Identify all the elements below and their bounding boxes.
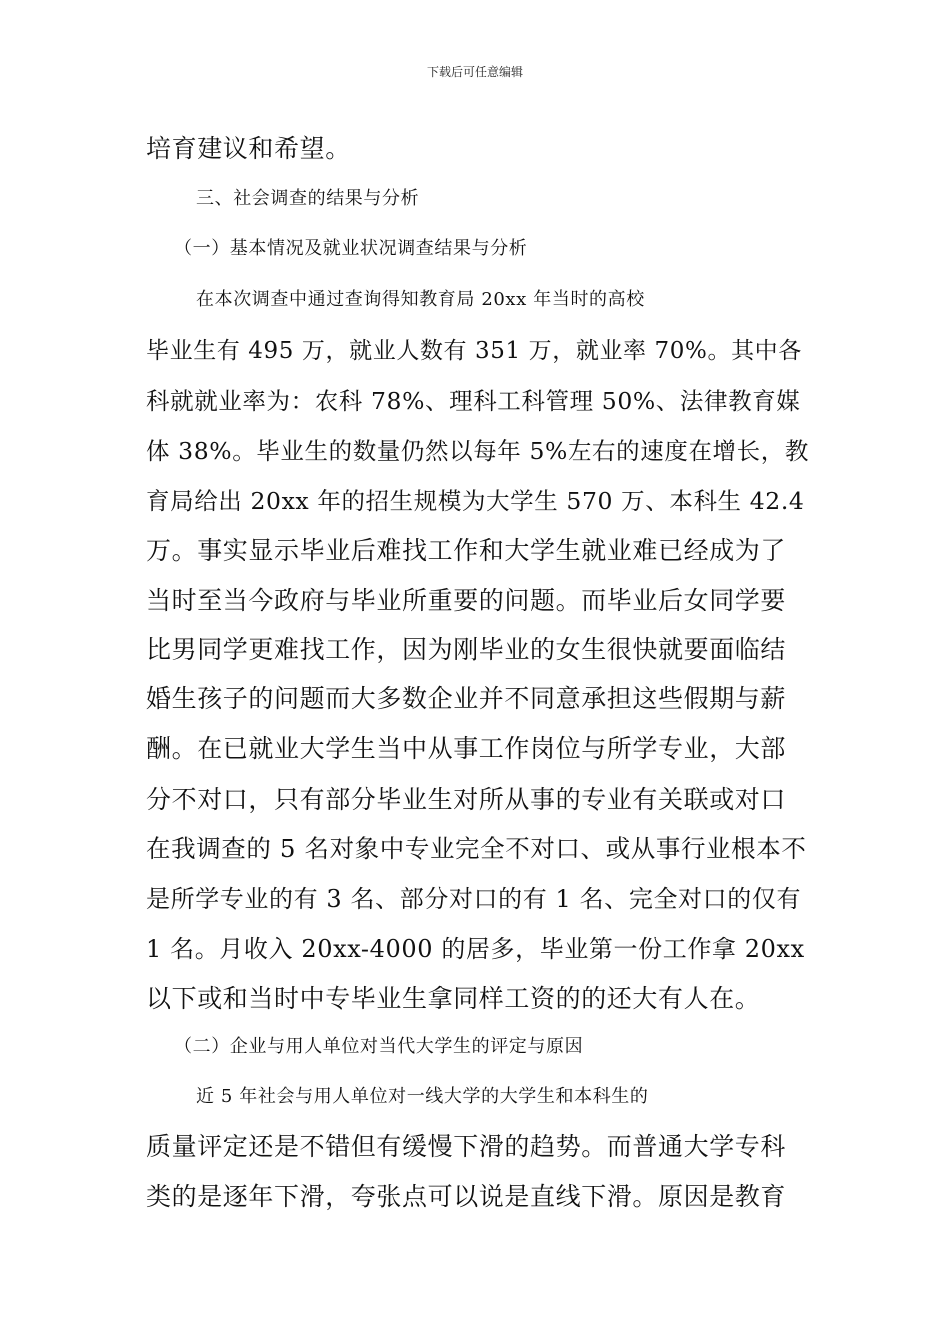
paragraph-line: 当时至当今政府与毕业所重要的问题。而毕业后女同学要	[146, 586, 787, 615]
paragraph-line: 以下或和当时中专毕业生拿同样工资的的还大有人在。	[146, 984, 761, 1013]
paragraph-line: 近 5 年社会与用人单位对一线大学的大学生和本科生的	[196, 1086, 649, 1107]
paragraph-line: 毕业生有 495 万，就业人数有 351 万，就业率 70%。其中各	[146, 338, 802, 364]
paragraph-line: 酬。在已就业大学生当中从事工作岗位与所学专业，大部	[146, 734, 787, 763]
paragraph-line: 培育建议和希望。	[146, 134, 351, 163]
subsection-heading: （一）基本情况及就业状况调查结果与分析	[174, 238, 528, 259]
paragraph-line: 育局给出 20xx 年的招生规模为大学生 570 万、本科生 42.4	[146, 487, 805, 515]
paragraph-line: 在本次调查中通过查询得知教育局 20xx 年当时的高校	[196, 289, 645, 310]
paragraph-line: 婚生孩子的问题而大多数企业并不同意承担这些假期与薪	[146, 684, 787, 713]
paragraph-line: 分不对口，只有部分毕业生对所从事的专业有关联或对口	[146, 785, 787, 814]
page-header: 下载后可任意编辑	[426, 65, 523, 79]
paragraph-line: 科就就业率为：农科 78%、理科工科管理 50%、法律教育媒	[146, 387, 801, 415]
subsection-heading: （二）企业与用人单位对当代大学生的评定与原因	[174, 1036, 584, 1057]
paragraph-line: 万。事实显示毕业后难找工作和大学生就业难已经成为了	[146, 536, 787, 565]
paragraph-line: 类的是逐年下滑，夸张点可以说是直线下滑。原因是教育	[146, 1182, 787, 1211]
paragraph-line: 在我调查的 5 名对象中专业完全不对口、或从事行业根本不	[146, 834, 807, 863]
paragraph-line: 比男同学更难找工作，因为刚毕业的女生很快就要面临结	[146, 635, 787, 664]
section-heading: 三、社会调查的结果与分析	[196, 188, 420, 209]
paragraph-line: 体 38%。毕业生的数量仍然以每年 5%左右的速度在增长，教	[146, 437, 809, 465]
paragraph-line: 1 名。月收入 20xx-4000 的居多，毕业第一份工作拿 20xx	[146, 935, 805, 963]
paragraph-line: 是所学专业的有 3 名、部分对口的有 1 名、完全对口的仅有	[146, 885, 802, 913]
paragraph-line: 质量评定还是不错但有缓慢下滑的趋势。而普通大学专科	[146, 1132, 787, 1161]
